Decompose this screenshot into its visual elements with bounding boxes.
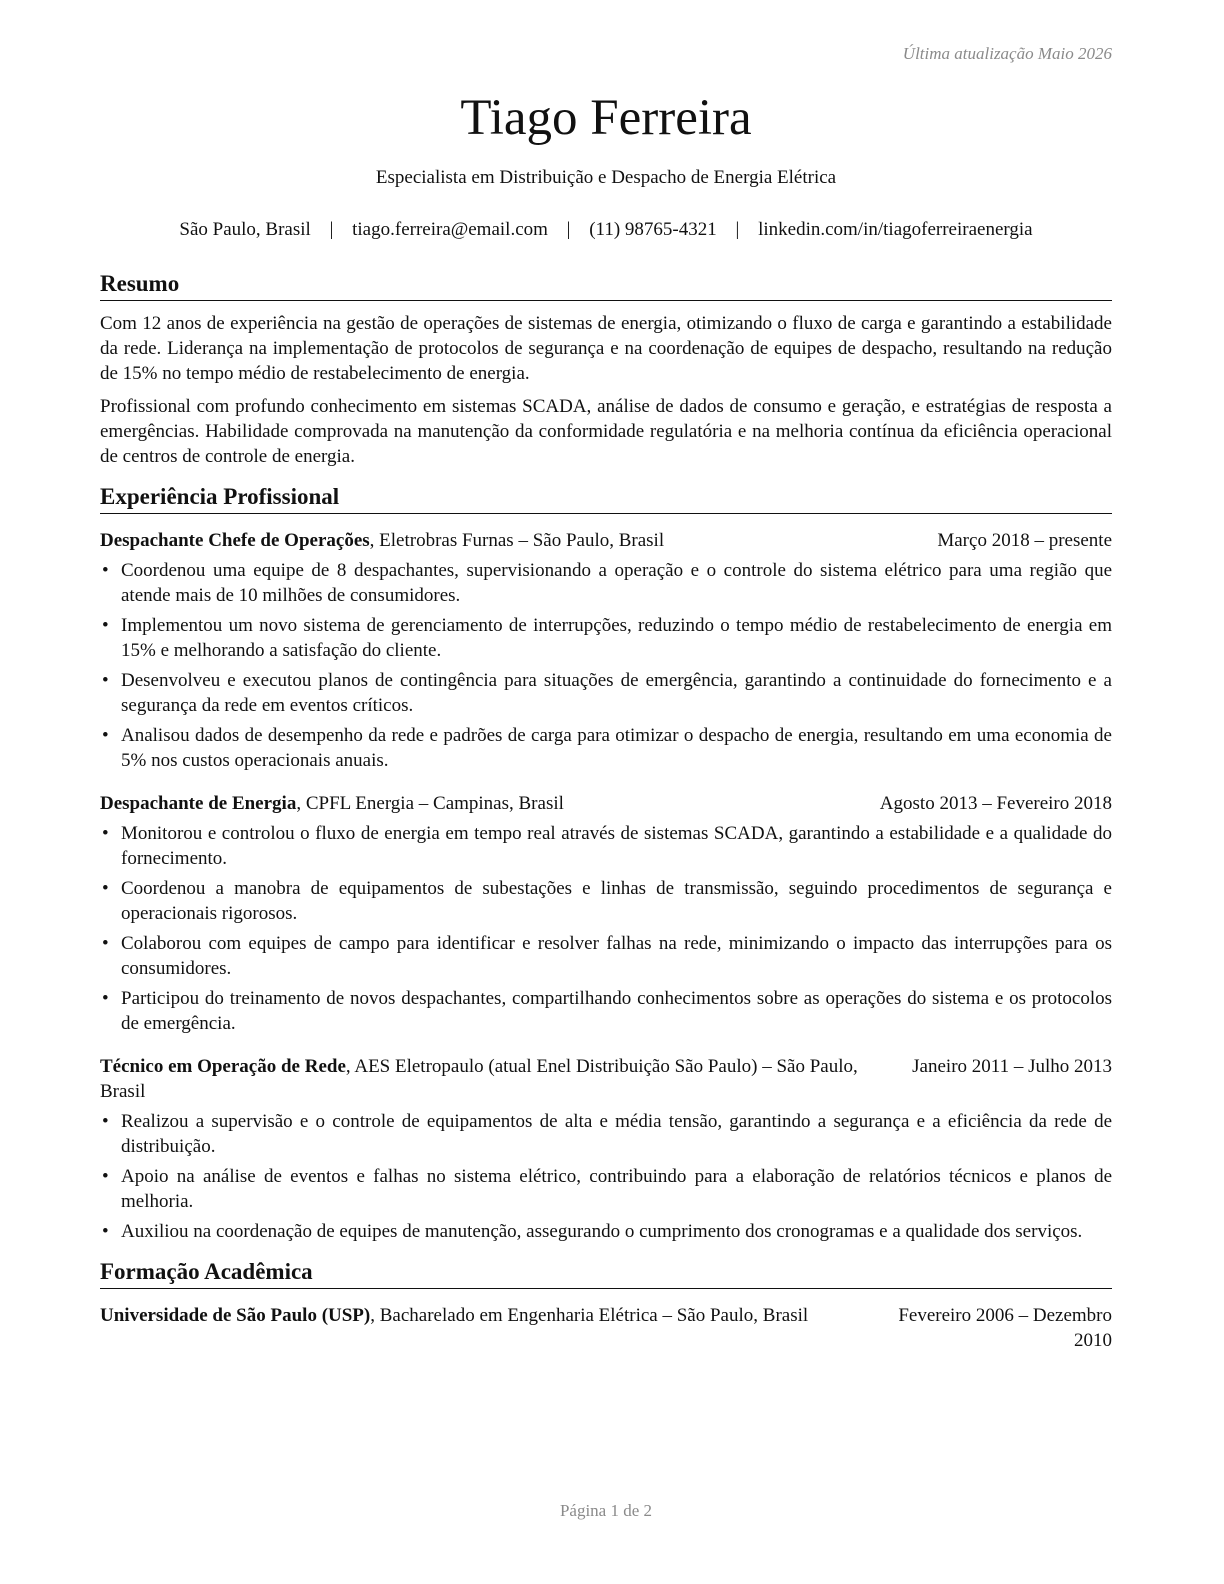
contact-linkedin[interactable]: linkedin.com/in/tiagoferreiraenergia xyxy=(758,219,1033,240)
job-header xyxy=(100,791,1112,816)
job-bullet: • Desenvolveu e executou planos de contingência para situações de emergência, garantindo a continuidade do fornecimento e a segurança da rede em eventos críticos. xyxy=(100,668,1112,718)
education-section xyxy=(100,1258,1112,1353)
job-org: , CPFL Energia – Campinas, Brasil xyxy=(296,793,564,814)
job-bullet: • Auxiliou na coordenação de equipes de manutenção, assegurando o cumprimento dos cronogramas e a qualidade dos serviços. xyxy=(100,1219,1112,1244)
job-dates: Março 2018 – presente xyxy=(937,530,1112,551)
job-header xyxy=(100,528,1112,553)
job-dates: Agosto 2013 – Fevereiro 2018 xyxy=(879,793,1112,814)
section-title-summary: Resumo xyxy=(100,270,1112,301)
job-header xyxy=(100,1054,1112,1104)
job-dates: Janeiro 2011 – Julho 2013 xyxy=(912,1056,1112,1077)
section-title-education: Formação Acadêmica xyxy=(100,1258,1112,1289)
contact-line xyxy=(100,219,1112,241)
job-role: Despachante Chefe de Operações xyxy=(100,530,370,551)
contact-phone: (11) 98765-4321 xyxy=(589,219,717,240)
resume-page xyxy=(100,0,1112,1584)
job-bullets xyxy=(100,821,1112,1036)
job-bullet: • Coordenou uma equipe de 8 despachantes, supervisionando a operação e o controle do sistema elétrico para uma região que atende mais de 10 milhões de consumidores. xyxy=(100,558,1112,608)
page-number: Página 1 de 2 xyxy=(559,1501,653,1520)
last-updated: Última atualização Maio 2026 xyxy=(902,44,1112,63)
education-dates: Fevereiro 2006 – Dezembro 2010 xyxy=(898,1305,1112,1351)
job-bullet: • Realizou a supervisão e o controle de equipamentos de alta e média tensão, garantindo a segurança e a eficiência da rede de distribuição. xyxy=(100,1109,1112,1159)
contact-separator: | xyxy=(566,219,571,240)
job-entry xyxy=(100,791,1112,1036)
job-bullets xyxy=(100,1109,1112,1244)
job-role: Técnico em Operação de Rede xyxy=(100,1056,346,1077)
summary-paragraph: Com 12 anos de experiência na gestão de operações de sistemas de energia, otimizando o fluxo de carga e garantindo a estabilidade da rede. Liderança na implementação de protocolos de segurança e na coordenação de equipes de despacho, resultando na redução de 15% no tempo médio de restabelecimento de energia. xyxy=(100,313,1112,384)
job-bullet: • Implementou um novo sistema de gerenciamento de interrupções, reduzindo o tempo médio de restabelecimento de energia em 15% e melhorando a satisfação do cliente. xyxy=(100,613,1112,663)
resume-content xyxy=(100,270,1112,1367)
education-institution: Universidade de São Paulo (USP) xyxy=(100,1305,371,1326)
job-bullet: • Colaborou com equipes de campo para identificar e resolver falhas na rede, minimizando o impacto das interrupções para os consumidores. xyxy=(100,931,1112,981)
job-bullets xyxy=(100,558,1112,773)
job-org: , Eletrobras Furnas – São Paulo, Brasil xyxy=(369,530,665,551)
job-bullet: • Participou do treinamento de novos despachantes, compartilhando conhecimentos sobre as operações do sistema e os protocolos de emergência. xyxy=(100,986,1112,1036)
summary-paragraph: Profissional com profundo conhecimento em sistemas SCADA, análise de dados de consumo e geração, e estratégias de resposta a emergências. Habilidade comprovada na manutenção da conformidade regulatória e na melhoria contínua da eficiência operacional de centros de controle de energia. xyxy=(100,396,1112,467)
summary-section xyxy=(100,270,1112,469)
experience-section xyxy=(100,483,1112,1244)
job-entry xyxy=(100,528,1112,773)
job-entry xyxy=(100,1054,1112,1244)
person-name: Tiago Ferreira xyxy=(460,90,752,146)
job-bullet: • Coordenou a manobra de equipamentos de subestações e linhas de transmissão, seguindo procedimentos de segurança e operacionais rigorosos. xyxy=(100,876,1112,926)
section-title-experience: Experiência Profissional xyxy=(100,483,1112,514)
contact-separator: | xyxy=(735,219,740,240)
job-bullet: • Apoio na análise de eventos e falhas no sistema elétrico, contribuindo para a elaboração de relatórios técnicos e planos de melhoria. xyxy=(100,1164,1112,1214)
job-org: , AES Eletropaulo (atual Enel Distribuição São Paulo) – São Paulo, Brasil xyxy=(100,1056,858,1102)
contact-email[interactable]: tiago.ferreira@email.com xyxy=(352,219,548,240)
education-header xyxy=(100,1303,1112,1353)
contact-location: São Paulo, Brasil xyxy=(179,219,311,240)
job-role: Despachante de Energia xyxy=(100,793,297,814)
contact-separator: | xyxy=(329,219,334,240)
job-bullet: • Analisou dados de desempenho da rede e padrões de carga para otimizar o despacho de energia, resultando em uma economia de 5% nos custos operacionais anuais. xyxy=(100,723,1112,773)
education-entry xyxy=(100,1303,1112,1353)
professional-title: Especialista em Distribuição e Despacho de Energia Elétrica xyxy=(375,167,837,188)
job-bullet: • Monitorou e controlou o fluxo de energia em tempo real através de sistemas SCADA, garantindo a estabilidade e a qualidade do fornecimento. xyxy=(100,821,1112,871)
education-detail: , Bacharelado em Engenharia Elétrica – São Paulo, Brasil xyxy=(370,1305,809,1326)
